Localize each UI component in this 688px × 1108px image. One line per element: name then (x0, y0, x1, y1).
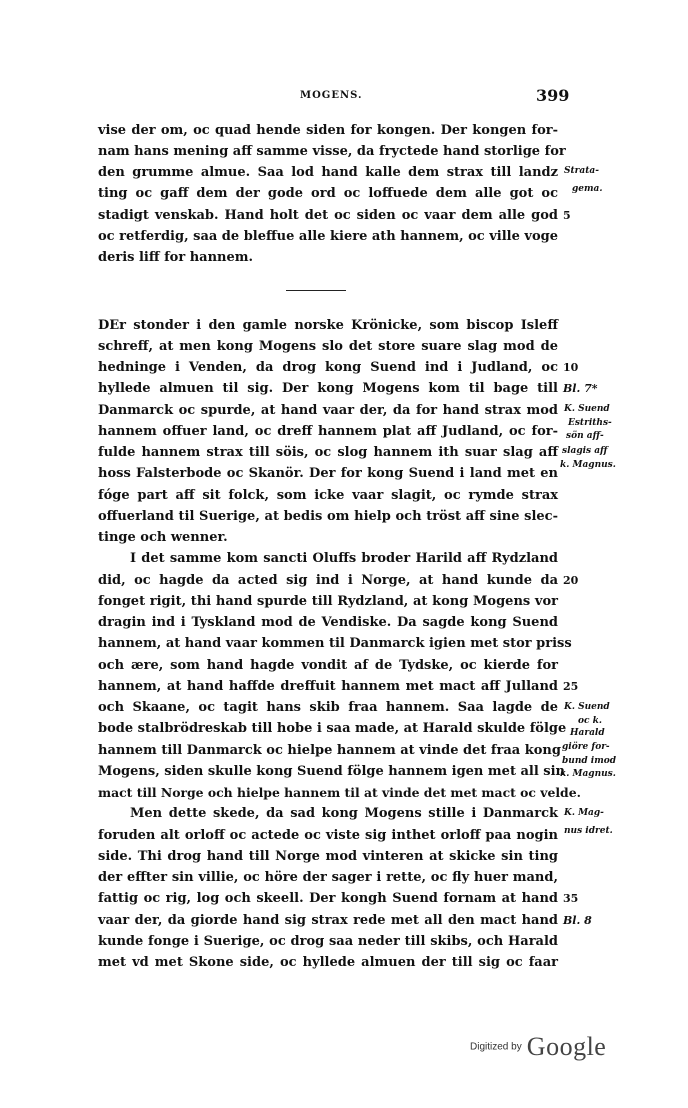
text-line: oc retferdig, saa de bleffue alle kiere ath hannem, oc ville voge (98, 229, 559, 244)
margin-note: K. Suend (564, 404, 610, 414)
margin-note: nus idret. (564, 826, 613, 836)
margin-note: Estriths- (568, 418, 612, 428)
text-line: foruden alt orloff oc actede oc viste sig inthet orloff paa nogin (98, 828, 558, 843)
digitized-by-label: Digitized by (470, 1041, 522, 1053)
text-line: Danmarck oc spurde, at hand vaar der, da for hand strax mod (98, 403, 558, 418)
text-line: did, oc hagde da acted sig ind i Norge, at hand kunde da (98, 573, 558, 588)
line-number: 25 (563, 680, 579, 693)
text-line: schreff, at men kong Mogens slo det store suare slag mod de (98, 339, 558, 354)
text-line: DEr stonder i den gamle norske Krönicke, som biscop Isleff (98, 318, 558, 333)
running-head: MOGENS. (300, 90, 363, 101)
margin-note: oc k. (578, 716, 602, 726)
page-number: 399 (536, 86, 570, 105)
text-line: hyllede almuen til sig. Der kong Mogens kom til bage till (98, 381, 558, 396)
margin-note: k. Magnus. (560, 769, 616, 779)
text-line: kunde fonge i Suerige, oc drog saa neder till skibs, och Harald (98, 934, 558, 949)
text-line: deris liff for hannem. (98, 250, 254, 265)
text-line: och ære, som hand hagde vondit af de Tydske, oc kierde for (98, 658, 558, 673)
text-line: stadigt venskab. Hand holt det oc siden oc vaar dem alle god (98, 208, 558, 223)
line-number: Bl. 8 (563, 914, 592, 927)
text-line: hannem, at hand haffde dreffuit hannem met mact aff Julland (98, 679, 558, 694)
google-watermark (470, 1032, 606, 1062)
margin-note: gema. (572, 184, 603, 194)
text-line: ting oc gaff dem der gode ord oc loffuede dem alle got oc (98, 186, 558, 201)
line-number: 5 (563, 209, 571, 222)
text-line: dragin ind i Tyskland mod de Vendiske. Da sagde kong Suend (98, 615, 558, 630)
text-line: Men dette skede, da sad kong Mogens stille i Danmarck (130, 806, 558, 821)
margin-note: Strata- (564, 166, 599, 176)
text-line: met vd met Skone side, oc hyllede almuen der till sig oc faar (98, 955, 558, 970)
page-header (0, 86, 688, 108)
margin-note: slagis aff (562, 446, 608, 456)
section-divider (286, 290, 346, 291)
line-number: 35 (563, 892, 579, 905)
text-line: mact till Norge och hielpe hannem til at vinde det met mact oc velde. (98, 785, 581, 800)
text-line: vaar der, da giorde hand sig strax rede met all den mact hand (98, 913, 558, 928)
text-line: hannem till Danmarck oc hielpe hannem at vinde det fraa kong (98, 743, 561, 758)
line-number: 20 (563, 574, 579, 587)
google-logo: Google (526, 1032, 607, 1061)
text-line: fulde hannem strax till söis, oc slog hannem ith suar slag aff (98, 445, 558, 460)
text-line: bode stalbrödreskab till hobe i saa made, at Harald skulde fölge (98, 721, 567, 736)
line-number: Bl. 7* (563, 382, 598, 395)
margin-note: K. Mag- (564, 808, 604, 818)
text-line: vise der om, oc quad hende siden for kongen. Der kongen for- (98, 123, 558, 138)
text-line: nam hans mening aff samme visse, da fryctede hand storlige for (98, 144, 566, 159)
text-line: Mogens, siden skulle kong Suend fölge hannem igen met all sin (98, 764, 566, 779)
text-line: fonget rigit, thi hand spurde till Rydzland, at kong Mogens vor (98, 594, 558, 609)
text-line: hedninge i Venden, da drog kong Suend ind i Judland, oc (98, 360, 558, 375)
text-line: I det samme kom sancti Oluffs broder Harild aff Rydzland (130, 551, 558, 566)
margin-note: sön aff- (566, 431, 604, 441)
margin-note: K. Suend (564, 702, 610, 712)
margin-note: k. Magnus. (560, 460, 616, 470)
text-line: tinge och wenner. (98, 530, 228, 545)
text-line: fóge part aff sit folck, som icke vaar slagit, oc rymde strax (98, 488, 558, 503)
line-number: 10 (563, 361, 579, 374)
margin-note: bund imod (562, 756, 617, 766)
text-line: fattig oc rig, log och skeell. Der kongh Suend fornam at hand (98, 891, 558, 906)
text-line: och Skaane, oc tagit hans skib fraa hannem. Saa lagde de (98, 700, 558, 715)
text-line: side. Thi drog hand till Norge mod vinteren at skicke sin ting (98, 849, 558, 864)
text-line: hannem, at hand vaar kommen til Danmarck igien met stor priss (98, 636, 572, 651)
text-line: hoss Falsterbode oc Skanör. Der for kong Suend i land met en (98, 466, 558, 481)
text-line: hannem offuer land, oc dreff hannem plat aff Judland, oc for- (98, 424, 558, 439)
margin-note: Harald (570, 728, 605, 738)
text-line: der effter sin villie, oc höre der sager i rette, oc fly huer mand, (98, 870, 558, 885)
text-line: den grumme almue. Saa lod hand kalle dem strax till landz (98, 165, 558, 180)
text-line: offuerland til Suerige, at bedis om hielp och tröst aff sine slec- (98, 509, 558, 524)
margin-note: giöre for- (562, 742, 610, 752)
